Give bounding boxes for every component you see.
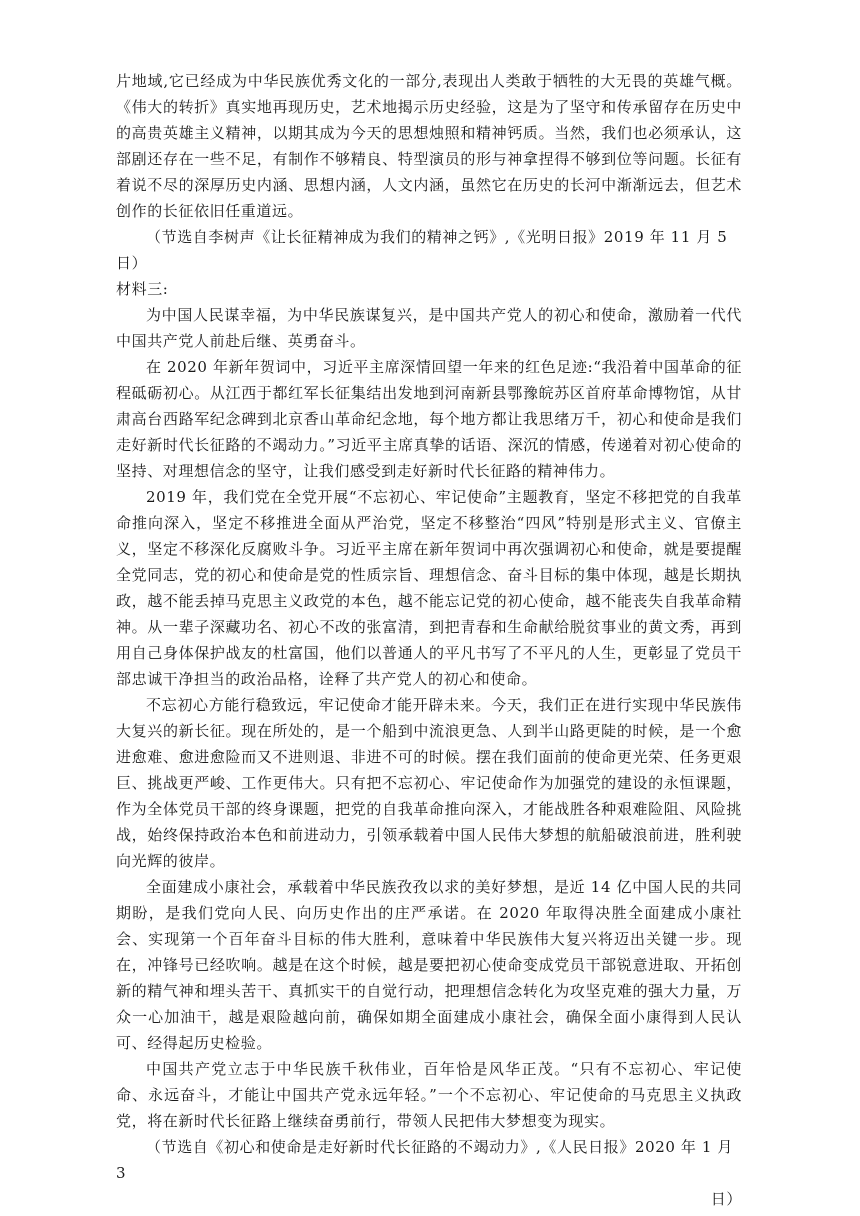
paragraph-6: 中国共产党立志于中华民族千秋伟业，百年恰是风华正茂。“只有不忘初心、牢记使命、永远奋斗，才能让中国共产党永远年轻。”一个不忘初心、牢记使命的马克思主义执政党，将在新时代长征路上继续奋勇前行，带领人民把伟大梦想变为现实。 xyxy=(116,1060,742,1130)
paragraph-5: 全面建成小康社会，承载着中华民族孜孜以求的美好梦想，是近 14 亿中国人民的共同期盼，是我们党向人民、向历史作出的庄严承诺。在 2020 年取得决胜全面建成小康社会、实现第一个百年奋斗目标的伟大胜利，意味着中华民族伟大复兴将迈出关键一步。现在，冲锋号已经吹响。越是在这个时候，越是要把初心使命变成党员干部锐意进取、开拓创新的精气神和埋头苦干、真抓实干的自觉行动，把理想信念转化为攻坚克难的强大力量，万众一心加油干，越是艰险越向前，确保如期全面建成小康社会，确保全面小康得到人民认可、经得起历史检验。 xyxy=(116,878,742,1052)
paragraph-intro: 片地域,它已经成为中华民族优秀文化的一部分,表现出人类敢于牺牲的大无畏的英雄气概。《伟大的转折》真实地再现历史，艺术地揭示历史经验，这是为了坚守和传承留存在历史中的高贵英雄主义精神，以期其成为今天的思想烛照和精神钙质。当然，我们也必须承认，这部剧还存在一些不足，有制作不够精良、特型演员的形与神拿捏得不够到位等问题。长征有着说不尽的深厚历史内涵、思想内涵，人文内涵，虽然它在历史的长河中渐渐远去，但艺术创作的长征依旧任重道远。 xyxy=(116,72,742,220)
citation-source-2: （节选自《初心和使命是走好新时代长征路的不竭动力》,《人民日报》2020 年 1 月 3 xyxy=(116,1138,733,1182)
paragraph-2: 在 2020 年新年贺词中，习近平主席深情回望一年来的红色足迹:“我沿着中国革命的征程砥砺初心。从江西于都红军长征集结出发地到河南新县鄂豫皖苏区首府革命博物馆，从甘肃高台西路军纪念碑到北京香山革命纪念地，每个地方都让我思绪万千，初心和使命是我们走好新时代长征路的不竭动力。”习近平主席真挚的话语、深沉的情感，传递着对初心使命的坚持、对理想信念的坚守，让我们感受到走好新时代长征路的精神伟力。 xyxy=(116,358,742,480)
citation-source-1: （节选自李树声《让长征精神成为我们的精神之钙》,《光明日报》2019 年 11 月 5 日） xyxy=(116,228,728,272)
material-label: 材料三: xyxy=(116,280,169,298)
paragraph-3: 2019 年，我们党在全党开展“不忘初心、牢记使命”主题教育，坚定不移把党的自我革命推向深入，坚定不移推进全面从严治党，坚定不移整治“四风”特别是形式主义、官僚主义，坚定不移深化反腐败斗争。习近平主席在新年贺词中再次强调初心和使命，就是要提醒全党同志，党的初心和使命是党的性质宗旨、理想信念、奋斗目标的集中体现，越是长期执政，越不能丢掉马克思主义政党的本色，越不能忘记党的初心使命，越不能丧失自我革命精神。从一辈子深藏功名、初心不改的张富清，到把青春和生命献给脱贫事业的黄文秀，再到用自己身体保护战友的杜富国，他们以普通人的平凡书写了不平凡的人生，更彰显了党员干部忠诚干净担当的政治品格，诠释了共产党人的初心和使命。 xyxy=(116,488,742,688)
paragraph-1: 为中国人民谋幸福，为中华民族谋复兴，是中国共产党人的初心和使命，激励着一代代中国共产党人前赴后继、英勇奋斗。 xyxy=(116,306,742,350)
paragraph-4: 不忘初心方能行稳致远，牢记使命才能开辟未来。今天，我们正在进行实现中华民族伟大复兴的新长征。现在所处的，是一个船到中流浪更急、人到半山路更陡的时候，是一个愈进愈难、愈进愈险而又不进则退、非进不可的时候。摆在我们面前的使命更光荣、任务更艰巨、挑战更严峻、工作更伟大。只有把不忘初心、牢记使命作为加强党的建设的永恒课题，作为全体党员干部的终身课题，把党的自我革命推向深入，才能战胜各种艰难险阻、风险挑战，始终保持政治本色和前进动力，引领承载着中国人民伟大梦想的航船破浪前进，胜利驶向光辉的彼岸。 xyxy=(116,696,742,870)
citation-source-2-tail: 日） xyxy=(710,1190,742,1208)
document-page xyxy=(116,68,742,1212)
